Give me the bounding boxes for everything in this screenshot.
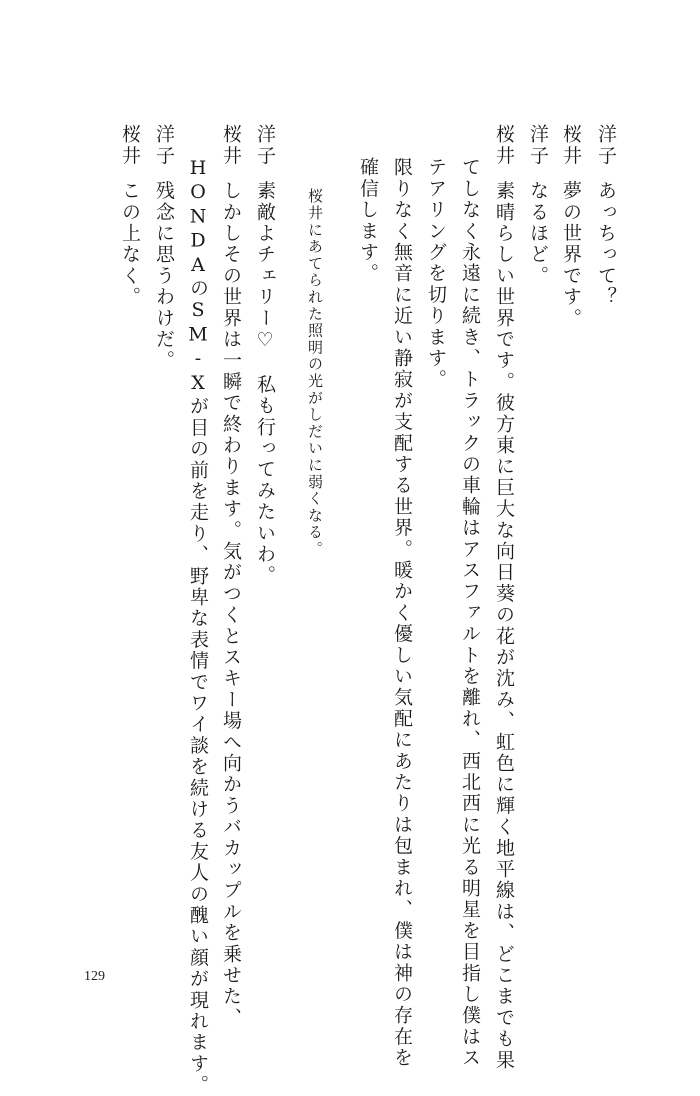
speaker-name: 洋子 — [254, 124, 276, 167]
dialogue-text: 残念に思うわけだ。 — [153, 180, 175, 372]
dialogue-line-6 — [221, 124, 240, 1028]
dialogue-line-4 — [494, 124, 513, 1071]
dialogue-line-3 — [528, 124, 547, 286]
speaker-name: 桜井 — [220, 124, 242, 167]
dialogue-line-8 — [120, 124, 139, 308]
dialogue-text: 夢の世界です。 — [560, 180, 582, 329]
stage-direction — [307, 188, 322, 558]
speaker-name: 桜井 — [493, 124, 515, 167]
dialogue-text: この上なく。 — [119, 180, 141, 308]
dialogue-text: てしなく永遠に続き、トラックの車輪はアスファルトを離れ、西北西に光る明星を目指し僕はス — [459, 157, 481, 1069]
dialogue-text: 確信します。 — [357, 157, 379, 285]
dialogue-line-1 — [596, 124, 615, 308]
stage-direction-text: 桜井にあてられた照明の光がしだいに弱くなる。 — [306, 188, 324, 558]
dialogue-continuation — [358, 157, 377, 284]
dialogue-text: 限りなく無音に近い静寂が支配する世界。暖かく優しい気配にあたりは包まれ、僕は神の存在を — [391, 157, 413, 1069]
speaker-name: 桜井 — [119, 124, 141, 167]
dialogue-line-2 — [561, 124, 580, 329]
dialogue-line-5 — [255, 124, 274, 586]
dialogue-text: 素晴らしい世界です。彼方東に巨大な向日葵の花が沈み、虹色に輝く地平線は、どこまでも果 — [493, 180, 515, 1071]
dialogue-text: しかしその世界は一瞬で終わります。気がつくとスキー場へ向かうバカップルを乗せた、 — [220, 180, 242, 1029]
speaker-name: 洋子 — [595, 124, 617, 167]
dialogue-continuation — [426, 157, 445, 390]
dialogue-text: HONDAのSM-Xが目の前を走り、野卑な表情でワイ談を続ける友人の醜い顔が現れます。 — [187, 157, 209, 1096]
speaker-name: 洋子 — [527, 124, 549, 167]
dialogue-continuation — [188, 157, 207, 1096]
dialogue-continuation — [460, 157, 479, 1069]
dialogue-text: あっちって？ — [595, 180, 617, 308]
dialogue-continuation — [392, 157, 411, 1069]
speaker-name: 洋子 — [153, 124, 175, 167]
dialogue-text: なるほど。 — [527, 180, 549, 287]
dialogue-line-7 — [154, 124, 173, 371]
dialogue-text: テアリングを切ります。 — [425, 157, 447, 391]
speaker-name: 桜井 — [560, 124, 582, 167]
dialogue-text: 素敵よチェリー♡ 私も行ってみたいわ。 — [254, 180, 276, 587]
page-number: 129 — [84, 969, 105, 984]
